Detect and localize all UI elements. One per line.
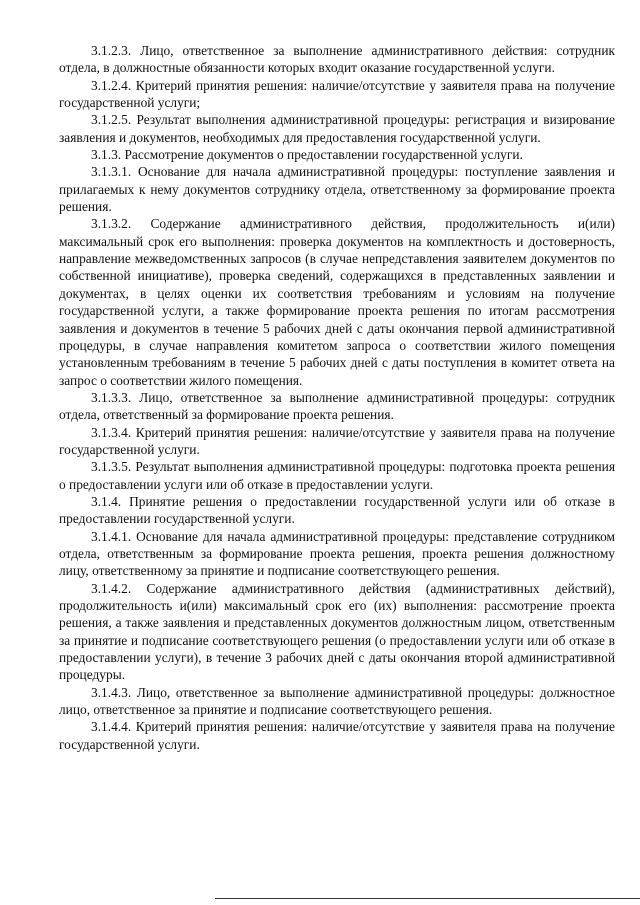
paragraph-3-1-3-1: 3.1.3.1. Основание для начала административной процедуры: поступление заявления и прилагаемых к нему документов сотруднику отдела, ответственному за формирование проекта решения. — [59, 164, 615, 215]
paragraph-3-1-2-5: 3.1.2.5. Результат выполнения административной процедуры: регистрация и визирование заявления и документов, необходимых для предоставления государственной услуги. — [59, 112, 615, 145]
paragraph-3-1-4-2: 3.1.4.2. Содержание административного действия (административных действий), продолжительность и(или) максимальный срок его (их) выполнения: рассмотрение проекта решения, а также заявления и представленных документов должностным лицом, ответственным за принятие и подписание соответствующего решения (о предоставлении услуги или об отказе в предоставлении услуги), в течение 3 рабочих дней с даты окончания второй административной процедуры. — [59, 580, 615, 683]
paragraph-3-1-4-4: 3.1.4.4. Критерий принятия решения: наличие/отсутствие у заявителя права на получение государственной услуги. — [59, 719, 615, 752]
paragraph-3-1-3-3: 3.1.3.3. Лицо, ответственное за выполнение административной процедуры: сотрудник отдела, ответственный за формирование проекта решения. — [59, 389, 615, 423]
paragraph-3-1-4-1: 3.1.4.1. Основание для начала административной процедуры: представление сотрудником отдела, ответственным за формирование проекта решения, проекта решения должностному лицу, ответственному за принятие и подписание соответствующего решения. — [59, 528, 615, 579]
paragraph-3-1-3-2: 3.1.3.2. Содержание административного действия, продолжительность и(или) максимальный срок его выполнения: проверка документов на комплектность и достоверность, направление межведомственных запросов (в случае непредставления заявителем документов по собственной инициативе), проверка сведений, содержащихся в представленных заявлении и документах, в целях оценки их соответствия требованиям и условиям на получение государственной услуги, а также формирование проекта решения по итогам рассмотрения заявления и документов в течение 5 рабочих дней с даты окончания первой административной процедуры, в случае направления комитетом запроса о соответствии жилого помещения установленным требованиям в течение 5 рабочих дней с даты поступления в комитет ответа на запрос о соответствии жилого помещения. — [59, 216, 615, 388]
paragraph-3-1-4-3: 3.1.4.3. Лицо, ответственное за выполнение административной процедуры: должностное лицо, ответственное за принятие и подписание соответствующего решения. — [59, 684, 615, 718]
paragraph-3-1-2-4: 3.1.2.4. Критерий принятия решения: наличие/отсутствие у заявителя права на получение государственной услуги; — [59, 77, 615, 111]
bottom-divider — [215, 898, 640, 899]
document-body — [59, 42, 615, 753]
paragraph-3-1-2-3: 3.1.2.3. Лицо, ответственное за выполнение административного действия: сотрудник отдела, в должностные обязанности которых входит оказание государственной услуги. — [59, 43, 615, 76]
paragraph-3-1-3-4: 3.1.3.4. Критерий принятия решения: наличие/отсутствие у заявителя права на получение государственной услуги. — [59, 424, 615, 457]
paragraph-3-1-3-5: 3.1.3.5. Результат выполнения административной процедуры: подготовка проекта решения о предоставлении услуги или об отказе в предоставлении услуги. — [59, 459, 615, 492]
paragraph-3-1-3: 3.1.3. Рассмотрение документов о предоставлении государственной услуги. — [91, 147, 523, 163]
paragraph-3-1-4: 3.1.4. Принятие решения о предоставлении государственной услуги или об отказе в предоставлении государственной услуги. — [59, 493, 615, 527]
